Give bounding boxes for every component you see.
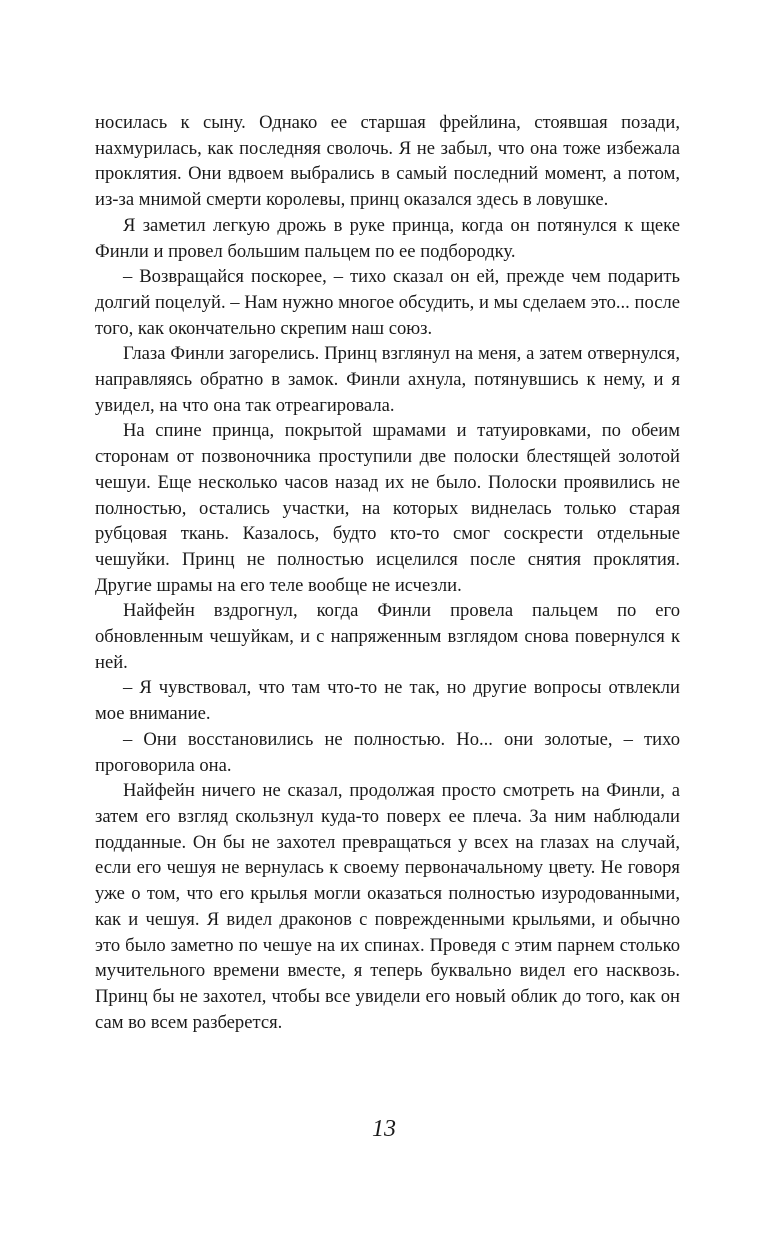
page-body [95, 110, 680, 1035]
paragraph-3: – Возвращайся поскорее, – тихо сказал он ей, прежде чем подарить долгий поцелуй. – Нам нужно многое обсудить, и мы сделаем это... после того, как окончательно скрепим наш союз. [95, 266, 680, 339]
paragraph-9: Найфейн ничего не сказал, продолжая просто смотреть на Финли, а затем его взгляд скользнул куда-то поверх ее плеча. За ним наблюдали подданные. Он бы не захотел превращаться у всех на глазах на случай, если его чешуя не вернулась к своему первоначальному цвету. Не говоря уже о том, что его крылья могли оказаться полностью изуродованными, как и чешуя. Я видел драконов с поврежденными крыльями, и обычно это было заметно по чешуе на их спинах. Проведя с этим парнем столько мучительного времени вместе, я теперь буквально видел его насквозь. Принц бы не захотел, чтобы все увидели его новый облик до того, как он сам во всем разберется. [95, 780, 680, 1033]
paragraph-8: – Они восстановились не полностью. Но... они золотые, – тихо проговорила она. [95, 728, 680, 776]
paragraph-4: Глаза Финли загорелись. Принц взглянул на меня, а затем отвернулся, направляясь обратно в замок. Финли ахнула, потянувшись к нему, и я увидел, на что она так отреагировала. [95, 343, 680, 416]
paragraph-5: На спине принца, покрытой шрамами и татуировками, по обеим сторонам от позвоночника проступили две полоски блестящей золотой чешуи. Еще несколько часов назад их не было. Полоски проявились не полностью, остались участки, на которых виднелась только старая рубцовая ткань. Казалось, будто кто-то смог соскрести отдельные чешуйки. Принц не полностью исцелился после снятия проклятия. Другие шрамы на его теле вообще не исчезли. [95, 420, 680, 596]
paragraph-6: Найфейн вздрогнул, когда Финли провела пальцем по его обновленным чешуйкам, и с напряженным взглядом снова повернулся к ней. [95, 600, 680, 673]
page-number: 13 [372, 1116, 396, 1142]
paragraph-1: носилась к сыну. Однако ее старшая фрейлина, стоявшая позади, нахмурилась, как последняя сволочь. Я не забыл, что она тоже избежала проклятия. Они вдвоем выбрались в самый последний момент, а потом, из-за мнимой смерти королевы, принц оказался здесь в ловушке. [95, 112, 680, 211]
paragraph-7: – Я чувствовал, что там что-то не так, но другие вопросы отвлекли мое внимание. [95, 677, 680, 725]
paragraph-2: Я заметил легкую дрожь в руке принца, когда он потянулся к щеке Финли и провел большим пальцем по ее подбородку. [95, 214, 680, 262]
